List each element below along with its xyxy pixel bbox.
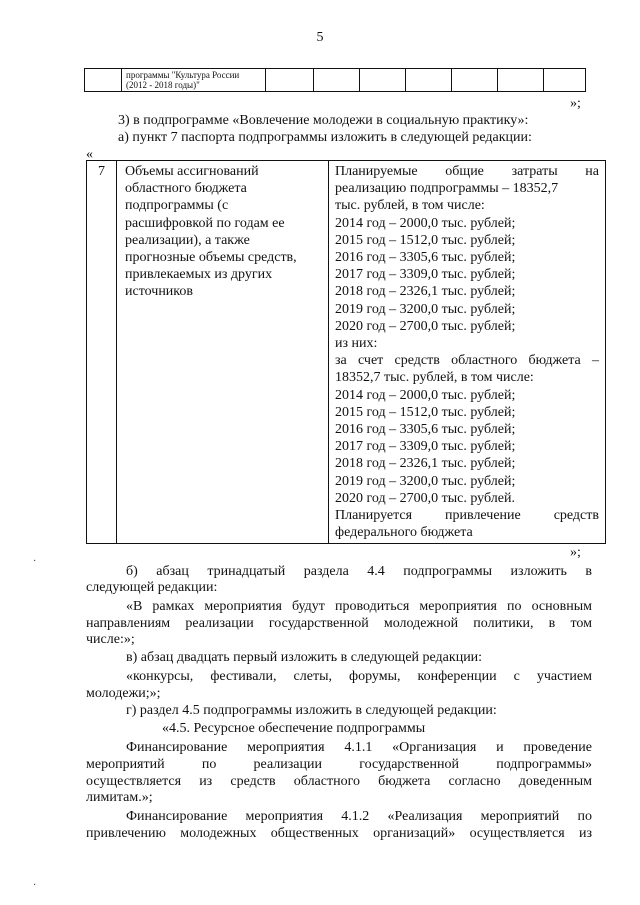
year-line: 2019 год – 3200,0 тыс. рублей;	[335, 301, 516, 317]
regional-line: за счет средств областного бюджета –	[335, 353, 599, 369]
label-line: реализации), а также	[125, 232, 250, 248]
table-cell	[498, 69, 544, 92]
closing-quote: »;	[570, 96, 581, 111]
year-line: 2017 год – 3309,0 тыс. рублей;	[335, 267, 516, 283]
quote-b-line: направлениям реализации государственной молодежной политики, в том	[86, 616, 592, 631]
table-cell	[122, 69, 266, 92]
quote-b-line: числе:»;	[86, 632, 135, 647]
label-line: Объемы ассигнований	[125, 164, 259, 179]
year-line: 2016 год – 3305,6 тыс. рублей;	[335, 422, 516, 438]
year-line: 2015 год – 1512,0 тыс. рублей;	[335, 404, 516, 420]
regional-line: 18352,7 тыс. рублей, в том числе:	[335, 370, 534, 386]
paragraph-line: Финансирование мероприятия 4.1.1 «Организация и проведение	[126, 740, 592, 755]
year-line: 2020 год – 2700,0 тыс. рублей;	[335, 318, 516, 334]
label-line: привлекаемых из других	[125, 267, 273, 283]
item-g: г) раздел 4.5 подпрограммы изложить в следующей редакции:	[126, 703, 497, 718]
year-line: 2018 год – 2326,1 тыс. рублей;	[335, 456, 516, 472]
table-cell	[360, 69, 406, 92]
table-cell	[266, 69, 314, 92]
label-line: расшифровкой по годам ее	[125, 215, 285, 231]
year-line: 2018 год – 2326,1 тыс. рублей;	[335, 284, 516, 300]
quote-v-line: «конкурсы, фестивали, слеты, форумы, конференции с участием	[126, 669, 592, 684]
item-b-line: б) абзац тринадцатый раздела 4.4 подпрограммы изложить в	[126, 564, 592, 579]
of-them-line: из них:	[335, 336, 378, 352]
row-value	[329, 161, 606, 544]
scan-mark: ·	[33, 880, 37, 891]
federal-line: Планируется привлечение средств	[335, 508, 599, 524]
year-line: 2014 год – 2000,0 тыс. рублей;	[335, 387, 516, 403]
passport-table	[86, 160, 606, 544]
label-line: областного бюджета	[125, 181, 247, 197]
federal-line: федерального бюджета	[335, 525, 473, 541]
label-line: прогнозные объемы средств,	[125, 250, 297, 266]
total-line: тыс. рублей, в том числе:	[335, 198, 485, 214]
previous-table-fragment	[84, 68, 586, 92]
total-line: реализацию подпрограммы – 18352,7	[335, 181, 559, 197]
year-line: 2014 год – 2000,0 тыс. рублей;	[335, 215, 516, 231]
item-b-line: следующей редакции:	[86, 580, 218, 595]
paragraph-line: мероприятий по реализации государственной подпрограммы»	[86, 757, 592, 772]
section-title: «4.5. Ресурсное обеспечение подпрограммы	[162, 721, 426, 736]
label-line: источников	[125, 284, 194, 300]
table-cell	[314, 69, 360, 92]
total-line: Планируемые общие затраты на	[335, 164, 599, 179]
paragraph-line: осуществляется из средств областного бюджета согласно доведенным	[86, 774, 592, 789]
quote-b-line: «В рамках мероприятия будут проводиться мероприятия по основным	[126, 599, 592, 614]
paragraph-line: Финансирование мероприятия 4.1.2 «Реализация мероприятий по	[126, 809, 592, 824]
closing-quote: »;	[570, 545, 581, 560]
paragraph-line: привлечению молодежных общественных организаций» осуществляется из	[86, 826, 592, 841]
table-cell	[452, 69, 498, 92]
table-cell	[85, 69, 122, 92]
row-label	[117, 161, 329, 544]
row-number: 7	[87, 161, 117, 544]
label-line: подпрограммы (с	[125, 198, 229, 214]
item-3a: а) пункт 7 паспорта подпрограммы изложить в следующей редакции:	[118, 130, 532, 145]
item-v: в) абзац двадцать первый изложить в следующей редакции:	[126, 650, 483, 665]
paragraph-line: лимитам.»;	[86, 790, 153, 805]
year-line: 2016 год – 3305,6 тыс. рублей;	[335, 250, 516, 266]
table-cell	[544, 69, 586, 92]
year-line: 2019 год – 3200,0 тыс. рублей;	[335, 473, 516, 489]
page-number: 5	[316, 30, 324, 45]
year-line: 2015 год – 1512,0 тыс. рублей;	[335, 232, 516, 248]
opening-quote: «	[86, 147, 93, 162]
table-row	[87, 161, 606, 544]
scan-mark: ·	[33, 556, 37, 567]
item-3-intro: 3) в подпрограмме «Вовлечение молодежи в социальную практику»:	[118, 113, 529, 128]
table-cell	[406, 69, 452, 92]
quote-v-line: молодежи;»;	[86, 686, 161, 701]
year-line: 2020 год – 2700,0 тыс. рублей.	[335, 490, 515, 506]
table-cell-text: программы "Культура России (2012 - 2018 годы)"	[126, 70, 240, 90]
year-line: 2017 год – 3309,0 тыс. рублей;	[335, 439, 516, 455]
